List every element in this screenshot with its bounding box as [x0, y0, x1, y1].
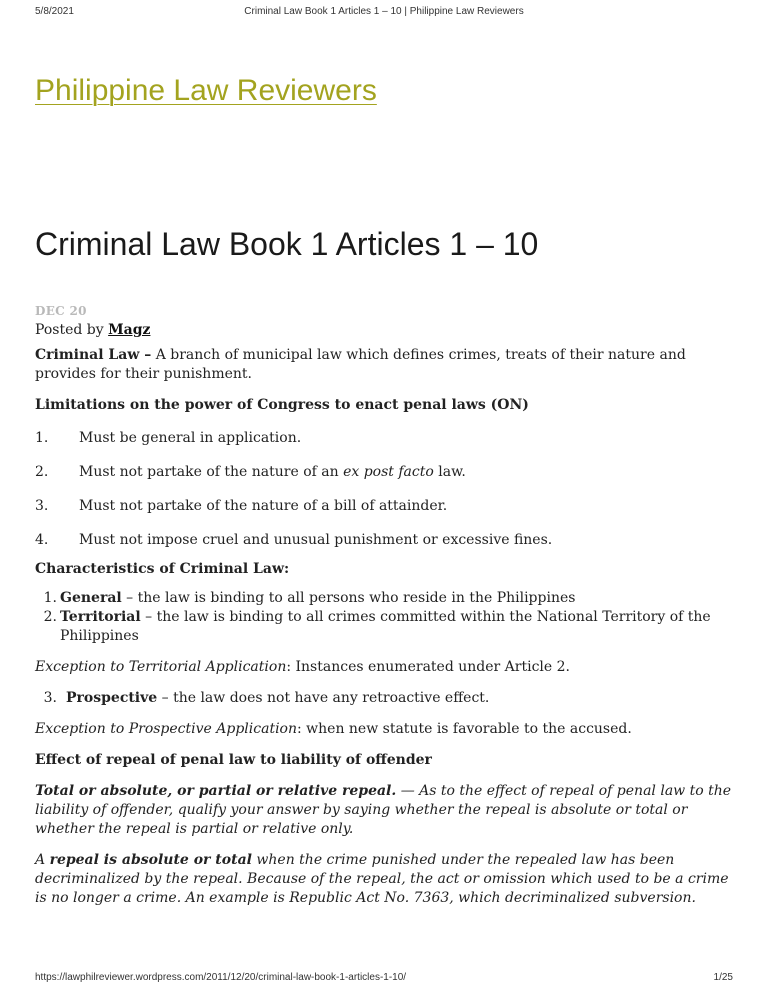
print-url: https://lawphilreviewer.wordpress.com/2011/12/20/criminal-law-book-1-articles-1-10/ [35, 972, 407, 983]
post-date: DEC 20 [35, 304, 87, 318]
print-page-title: Criminal Law Book 1 Articles 1 – 10 | Philippine Law Reviewers [244, 6, 524, 17]
prospective-item: 3. Prospective – the law does not have any retroactive effect. [43, 690, 490, 706]
definition-paragraph [35, 346, 735, 384]
print-date: 5/8/2021 [35, 6, 74, 17]
characteristics-list [35, 589, 735, 646]
repeal-heading: Effect of repeal of penal law to liability of offender [35, 752, 432, 768]
definition-term: Criminal Law – [35, 347, 152, 363]
posted-by-label: Posted by [35, 322, 104, 338]
print-page-number: 1/25 [713, 972, 733, 983]
exception-territorial: Exception to Territorial Application: Instances enumerated under Article 2. [35, 659, 570, 675]
limitation-item: 3. Must not partake of the nature of a bill of attainder. [35, 498, 448, 514]
list-item: 2. Territorial – the law is binding to all crimes committed within the National Territory of the Philippines [43, 609, 711, 644]
print-header [35, 6, 733, 20]
exception-prospective: Exception to Prospective Application: when new statute is favorable to the accused. [35, 721, 632, 737]
limitation-item: 1. Must be general in application. [35, 430, 302, 446]
limitations-heading: Limitations on the power of Congress to enact penal laws (ON) [35, 397, 529, 413]
list-item: 1. General – the law is binding to all persons who reside in the Philippines [43, 590, 576, 606]
post-title: Criminal Law Book 1 Articles 1 – 10 [35, 226, 539, 262]
repeal-paragraph: Total or absolute, or partial or relative repeal. — As to the effect of repeal of penal law to the liability of offender, qualify your answer by saying whether the repeal is absolute or total or whether the repeal is partial or relative only. [35, 783, 732, 837]
limitation-item: 2. Must not partake of the nature of an ex post facto law. [35, 464, 466, 480]
author-link[interactable]: Magz [108, 322, 151, 338]
print-footer [35, 972, 733, 986]
definition-text: A branch of municipal law which defines crimes, treats of their nature and provides for their punishment. [35, 347, 686, 382]
post-byline [35, 321, 735, 340]
site-title-link[interactable]: Philippine Law Reviewers [35, 74, 377, 107]
characteristics-heading: Characteristics of Criminal Law: [35, 561, 290, 577]
limitation-item: 4. Must not impose cruel and unusual punishment or excessive fines. [35, 532, 553, 548]
absolute-repeal-paragraph: A repeal is absolute or total when the crime punished under the repealed law has been decriminalized by the repeal. Because of the repeal, the act or omission which used to be a crime is no longer a crime. An example is Republic Act No. 7363, which decriminalized subversion. [35, 852, 729, 906]
post-content [35, 302, 735, 920]
